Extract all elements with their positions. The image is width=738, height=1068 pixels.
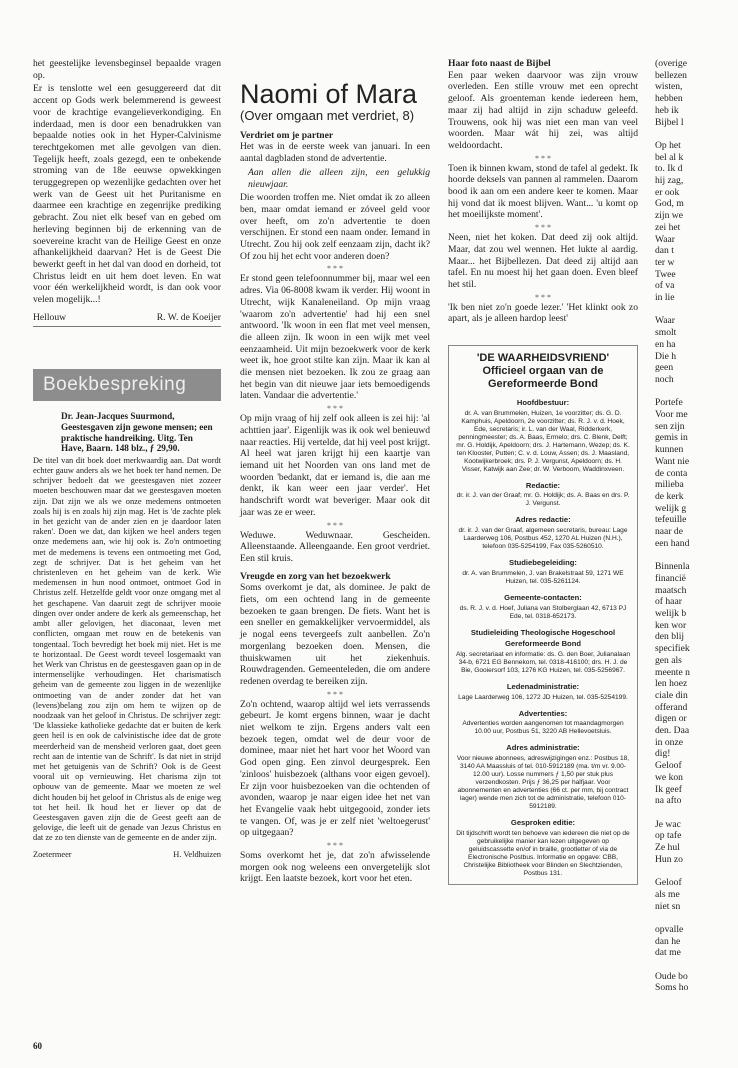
col4-line: dan t	[655, 245, 674, 257]
paragraph: Een paar weken daarvoor was zijn vrouw overleden. Een stille vrouw met een oprecht geloof. Als groenteman kende iedereen hem, maar zij had altijd in zijn schaduw geleefd. Trouwens, ook hij was niet een man van veel woorden. Maar wát hij zei, was altijd weldoordacht.	[448, 69, 638, 151]
colophon-section-head: Ledenadministratie:	[506, 681, 580, 691]
article-subtitle: (Over omgaan met verdriet, 8)	[240, 108, 415, 123]
separator-stars: * * *	[535, 292, 551, 302]
col4-line: offerand	[655, 701, 688, 713]
col4-line: maatsch	[655, 584, 687, 596]
col4-line	[655, 304, 738, 316]
colophon-section-head: Gemeente-contacten:	[504, 592, 582, 602]
review-heading: Dr. Jean-Jacques Suurmond, Geestesgaven zijn gewone mensen; een praktische handreiking. Uitg. Ten Have, Baarn. 148 blz., ƒ 29,90.	[61, 411, 213, 454]
col4-line: digen or	[655, 713, 687, 725]
col4-line: ter w	[655, 256, 675, 268]
col4-line: Hun zo	[655, 853, 683, 865]
col4-line: Waar	[655, 233, 675, 245]
col4-line: of haar	[655, 596, 682, 608]
review-signature	[33, 850, 221, 863]
col4-line: smolt	[655, 327, 677, 339]
col4-line: Op het	[655, 139, 681, 151]
col4-line: len hoez	[655, 678, 688, 690]
colophon-section-head: Studieleiding Theologische Hogeschool Gereformeerde Bond	[470, 627, 616, 649]
colophon-section-text: dr. ir. J. van der Graaf, algemeen secretaris, bureau: Lage Laarderweg 106, Postbus 452, 1270 AL Huizen (N.H.), telefoon 035-5254199, Fax 035-5260510.	[458, 527, 628, 551]
col1-paragraph: het geestelijke levensbeginsel bepaalde vragen op.	[33, 58, 221, 81]
colophon-section-head: Advertenties:	[518, 708, 568, 718]
col4-line: in lie	[655, 292, 675, 304]
column-4-cropped	[655, 58, 738, 994]
col4-line: de kerk	[655, 490, 684, 502]
col4-line: bel al k	[655, 151, 684, 163]
separator-stars: * * *	[327, 264, 343, 274]
col4-line: Oude bo	[655, 970, 688, 982]
col4-line: dat me	[655, 947, 681, 959]
col4-line: hebben	[655, 93, 683, 105]
page-number: 60	[33, 1041, 42, 1051]
col4-line: hij zag,	[655, 175, 684, 187]
paragraph: 'Ik ben niet zo'n goede lezer.' 'Het klinkt ook zo apart, als je alleen hardop leest'	[448, 301, 638, 325]
section-heading: Haar foto naast de Bijbel	[448, 58, 551, 69]
col4-line	[655, 549, 738, 561]
paragraph: Toen ik binnen kwam, stond de tafel al gedekt. Ik hoorde deksels van pannen al rammelen. Daarom bood ik aan om een andere keer te komen. Maar hij vond dat ik moest blijven. Want... 'u komt op het moeilijkste moment'.	[448, 162, 638, 221]
colophon-section-head: Redactie:	[525, 480, 561, 490]
col4-line: Binnenla	[655, 561, 690, 573]
section-heading: Verdriet om je partner	[240, 129, 334, 141]
colophon-sections	[454, 397, 632, 878]
col4-line: sen zijn	[655, 420, 685, 432]
col4-line: Je wac	[655, 818, 681, 830]
col4-line: meente n	[655, 666, 690, 678]
col1-signature	[33, 312, 221, 328]
col1-paragraph: Er is tenslotte wel een gesuggereerd dat dit accent op Gods werk belemmerend is geweest voor de krachtige evangelieverkondiging. En inderdaad, men is door een benadrukken van bepaalde noties ook in het Hyper-Calvinisme terechtgekomen met alle gevolgen van dien. Tegelijk heeft, zoals gezegd, een te onbekende stroming van de 18e eeuwse opwekkingen teruggegrepen op wezenlijke gedachten over het werk van de Geest uit het Puritanisme en daarmee een krachtige en zegenrijke prediking gebracht. Zou niet elk besef van en gebed om herleving beginnen bij de erkenning van de soevereine kracht van de Heilige Geest en onze afhankelijkheid daarvan? Het is de Geest Die bewerkt geeft in het dal van dood en dorheid, tot Christus leidt en uit hem doet leven. En wat voor één werkelijkheid wordt, is dan ook voor velen mogelijk...!	[33, 83, 221, 306]
col4-line: Geloof	[655, 877, 682, 889]
colophon-section-head: Adres administratie:	[506, 743, 580, 753]
colophon-section-text: dr. A. van Brummelen, Huizen, 1e voorzitter; ds. G. D. Kamphuis, Apeldoorn, 2e voorzitter; ds. R. J. v. d. Hoek, Ede, secretaris; ir. L. van der Waal, Ridderkerk, penningmeester; ds. A. Baas, Ermelo; drs. C. Blenk, Delft; mr. G. Holdijk, Apeldoorn; drs. J. Hartemann, Wezep; ds. K. ten Klooster, Putten; C. v. d. Louw, Assen; ds. J. Maasland, Kootwijkerbroek; drs. P. J. Vergunst, Apeldoorn; ds. H. Visser, Katwijk aan Zee; dr. W. Verboom, Waddinxveen.	[456, 409, 630, 473]
section-heading: Vreugde en zorg van het bezoekwerk	[240, 570, 391, 582]
col4-line: naar de	[655, 526, 683, 538]
colophon-section-head: Hoofdbestuur:	[516, 398, 570, 408]
column-2	[240, 78, 430, 887]
col4-line: bellezen	[655, 69, 687, 81]
col4-line: (overige	[655, 58, 687, 69]
col1-place: Hellouw	[33, 311, 67, 323]
col4-line: Ik geef	[655, 783, 682, 795]
col4-line: we kon	[655, 771, 683, 783]
col4-line: of va	[655, 280, 675, 292]
review-author: H. Veldhuizen	[173, 849, 221, 859]
col4-line: welijk b	[655, 607, 687, 619]
column-1	[33, 58, 221, 863]
col4-lines	[655, 58, 738, 994]
col4-line: welijk g	[655, 502, 687, 514]
colophon-section-text: Advertenties worden aangenomen tot maandagmorgen 10.00 uur, Postbus 51, 3220 AB Hellevoetsluis.	[462, 720, 624, 736]
col4-line: opvalle	[655, 923, 684, 935]
col4-line: Bijbel l	[655, 116, 684, 128]
col4-line: kunnen	[655, 444, 684, 456]
colophon-section-text: Voor nieuwe abonnees, adreswijzigingen enz.: Postbus 18, 3140 AA Maassluis of tel. 010-5912189 (ma. t/m vr. 9.00-12.00 uur). Losse nummers ƒ 1,50 per stuk plus verzendkosten. Prijs ƒ 36,25 per halfjaar. Voor abonnementen en advertenties (66 ct. per mm, bij contract lager) wende men zich tot de administratie, telefoon 010-5912189.	[456, 755, 630, 811]
col4-line: den blij	[655, 631, 685, 643]
col4-line: God, m	[655, 198, 684, 210]
col4-line: specifiek	[655, 643, 690, 655]
col4-line: na afto	[655, 795, 682, 807]
col4-line: er ook	[655, 186, 680, 198]
col4-line: wisten,	[655, 81, 683, 93]
paragraph: Het was in de eerste week van januari. In een aantal dagbladen stond de advertentie.	[240, 141, 430, 165]
col4-line: Geloof	[655, 760, 682, 772]
col4-line	[655, 386, 738, 398]
col4-line: gemis in	[655, 432, 688, 444]
col4-line: Waar	[655, 315, 675, 327]
colophon-section-text: Dit tijdschrift wordt ten behoeve van iedereen die niet op de gebruikelijke manier kan lezen uitgegeven op geluidscassette en/of in braille, grootletter of via de Electronische Postbus. Informatie en opgave: CBB, Christelijke Bibliotheek voor Blinden en Slechtzienden, Postbus 131.	[456, 829, 630, 877]
colophon-section-head: Gesproken editie:	[510, 818, 576, 828]
separator-stars: * * *	[327, 689, 343, 699]
column-3	[448, 58, 638, 885]
paragraph: Die woorden troffen me. Niet omdat ik zo alleen ben, maar omdat iemand er zóveel geld voor over heeft, om zo'n advertentie te doen verschijnen. Er stond een naam onder. Iemand in Utrecht. Zou hij ook zelf eenzaam zijn, dacht ik? Of zou hij het echt voor anderen doen?	[240, 192, 430, 262]
paragraph: Neen, niet het koken. Dat deed zij ook altijd. Maar, dat zou wel wennen. Het lukte al aardig. Maar... het Bijbellezen. Dat deed zij altijd aan tafel. En nu moest hij het gaan doen. Even bleef het stil.	[448, 232, 638, 290]
col4-line: zijn we	[655, 210, 683, 222]
colophon-subtitle: Officieel orgaan van de Gereformeerde Bond	[482, 365, 604, 391]
col4-line: in onze	[655, 736, 683, 748]
col4-line: den. Daa	[655, 725, 690, 737]
col4-line: heb ik	[655, 104, 679, 116]
col4-line: de conta	[655, 467, 688, 479]
col4-line: milieba	[655, 479, 684, 491]
col4-line: als me	[655, 888, 680, 900]
separator-stars: * * *	[327, 520, 343, 530]
col4-line: een hand	[655, 537, 690, 549]
paragraph: Zo'n ochtend, waarop altijd wel iets verrassends gebeurt. Je komt ergens binnen, waar je dacht niet welkom te zijn. Ergens anders valt een bezoek tegen, omdat wel de deur voor de dominee, maar niet het hart voor het Woord van God open ging. Een zinvol deurgesprek. Een 'zinloos' huisbezoek (althans voor eigen gevoel). Er zijn voor huisbezoeken van die ochtenden of avonden, waarop je naar eigen idee het net van het Evangelie vaak hebt uitgegooid, zonder iets te vangen. Of, was je er zelf niet 'weltoegerust' op uitgegaan?	[240, 698, 430, 839]
colophon-title: 'DE WAARHEIDSVRIEND'	[476, 352, 610, 365]
article-title: Naomi of Mara	[240, 79, 418, 109]
col4-line: Die h	[655, 350, 677, 362]
col4-line: dan he	[655, 935, 681, 947]
review-body: De titel van dit boek doet merkwaardig aan. Dat wordt echter gauw anders als we het boek ter hand nemen. De schrijver bedoelt dat we geestesgaven niet zozeer moeten beschouwen maar dat we geestesgaven moeten zijn. Dat zijn we als we onze medemens ontmoeten zoals hij is en zoals hij zijn mag. Het is 'de zachte plek in het gezicht van de ander zien en je daardoor laten raken'. Doen we dat, dan kijken we heel anders tegen onze medemens aan, wie hij ook is. Zo'n ontmoeting met de medemens is tevens een ontmoeting met God, zegt de schrijver. Dat is het geheim van het christenleven en het geheim van de kerk. Wie medemensen in hun nood ontmoet, ontmoet God in Christus zelf. Hetzelfde geldt voor onze omgang met al het geschapene. Van daaruit zegt de schrijver mooie dingen over onder andere de kerk als gemeenschap, het ambt aller gelovigen, het diaconaat, leven met conflicten, omgaan met rouw en de betekenis van tongentaal. Toch bevredigt het boek mij niet. Het is me te horizontaal. De Geest wordt teveel losgemaakt van het Werk van Christus en de geestesgaven gaan op in de intermenselijke verhoudingen. Het charismatisch geheim van de gemeente zou liggen in de wezenlijke ontmoeting van de ander zonder dat het van (levens)belang zou zijn om hem te wijzen op de noodzaak van het geloof in Christus. De schrijver zegt: 'De klassieke katholieke gedachte dat er buiten de kerk geen heil is en ook de calvinistische idee dat de grote meerderheid van de mensheid verloren gaat, doet geen recht aan de intentie van de Schrift'. Is dat niet in strijd met het getuigenis van de Schrift? Ook is de Geest vooral uit op vernieuwing. Het charisma zijn tot opbouw van de gemeente. Maar we moeten ze wel dicht houden bij het geloof in Christus als de enige weg tot het heil. Ik houd het er liever op dat de Geestesgaven gaven zijn die de Geest geeft aan de gelovige, die leeft uit de genade van Jezus Christus en dat ze zo ten dienste van de gemeente en de ander zijn.	[33, 455, 221, 843]
col4-line: Portefe	[655, 397, 683, 409]
colophon-section-head: Adres redactie:	[515, 515, 571, 525]
col4-line: ciale din	[655, 689, 688, 701]
paragraph: Soms overkomt je dat, als dominee. Je pakt de fiets, om een ochtend lang in de gemeente bezoeken te gaan brengen. De fiets. Want het is een sneller en gemakkelijker vervoermiddel, als je nogal eens tevergeefs zult aanbellen. Zo'n morgenlang bezoeken doen. Mensen, die thuiskwamen uit het ziekenhuis. Rouwdragenden. Gemeenteleden, die om andere redenen overdag te bereiken zijn.	[240, 582, 430, 687]
colophon-section-text: Alg. secretariaat en informatie: ds. G. den Boer, Julianalaan 34-b, 6721 EG Bennekom, tel. 0318-416100; drs. H. J. de Bie, Gooiersorf 103, 1276 KG Huizen, tel. 035-5256967.	[455, 650, 631, 674]
col4-line: geen	[655, 362, 674, 374]
paragraph: Soms overkomt het je, dat zo'n afwisselende morgen ook nog weleens een onvergetelijk slot krijgt. Een laatste bezoek, kort voor het eten.	[240, 850, 430, 885]
colophon-section-head: Studiebegeleiding:	[509, 558, 577, 568]
colophon-box	[448, 345, 638, 885]
col1-author: R. W. de Koeijer	[156, 311, 221, 323]
col4-line	[655, 912, 738, 924]
quote: Aan allen die alleen zijn, een gelukkig nieuwjaar.	[248, 166, 430, 190]
col4-line	[655, 128, 738, 140]
col4-line	[655, 807, 738, 819]
col4-line: to. Ik d	[655, 163, 683, 175]
col4-line: Ze hul	[655, 842, 680, 854]
col4-line: ken wor	[655, 619, 687, 631]
col4-line: en ha	[655, 338, 676, 350]
col4-line: noch	[655, 373, 674, 385]
col4-line: gen als	[655, 654, 682, 666]
colophon-section-text: Lage Laarderweg 106, 1272 JD Huizen, tel. 035-5254199.	[458, 693, 628, 701]
col4-line: Want nie	[655, 455, 690, 467]
col4-line: zei het	[655, 221, 681, 233]
review-place: Zoetermeer	[33, 849, 72, 859]
boekbespreking-banner: Boekbespreking	[33, 369, 221, 401]
col4-line: dig!	[655, 748, 671, 760]
paragraph: Er stond geen telefoonnummer bij, maar wel een adres. Via 06-8008 kwam ik verder. Hij woont in Utrecht, wijk Kanaleneiland. Op mijn vraag 'waarom zo'n advertentie' had hij een snel antwoord. 'Ik woon in een flat met veel mensen, die alleen zijn. Ik woon in een wijk met veel eenzaamheid. Uit mijn bezoekwerk voor de kerk weet ik, hoe groot stilte kan zijn. Maar ik kan al die mensen niet bezoeken. Ik zou ze graag aan het begin van dit nieuwe jaar iets bemoedigends laten. Vandaar die advertentie.'	[240, 273, 430, 402]
paragraph: Weduwe. Weduwnaar. Gescheiden. Alleenstaande. Alleengaande. Een groot verdriet. Een stil kruis.	[240, 529, 430, 564]
colophon-section-text: ds. R. J. v. d. Hoef, Juliana van Stolberglaan 42, 6713 PJ Ede, tel. 0318-652173.	[459, 604, 627, 620]
separator-stars: * * *	[327, 404, 343, 414]
col4-line	[655, 865, 738, 877]
col4-line: financië	[655, 572, 686, 584]
colophon-section-text: dr. ir. J. van der Graaf; mr. G. Holdijk; ds. A. Baas en drs. P. J. Vergunst.	[456, 492, 630, 508]
separator-stars: * * *	[327, 841, 343, 851]
col4-line	[655, 959, 738, 971]
separator-stars: * * *	[535, 153, 551, 163]
col4-line: tefeuille	[655, 514, 687, 526]
colophon-section-text: dr. A. van Brummelen, J. van Brakelstraat 59, 1271 WE Huizen, tel. 035-5261124.	[462, 569, 624, 585]
col4-line: Voor me	[655, 409, 688, 421]
col4-line: Soms ho	[655, 982, 689, 994]
col4-line: Twee	[655, 268, 676, 280]
col4-line: niet sn	[655, 900, 681, 912]
separator-stars: * * *	[535, 223, 551, 233]
paragraph: Op mijn vraag of hij zelf ook alleen is zei hij: 'al achttien jaar'. Eigenlijk was ik ook wel benieuwd naar reacties. Hij vertelde, dat hij veel post krijgt. Al heel wat jaren krijgt hij een kaartje van iemand uit het Noorden van ons land met de woorden 'bedankt, dat er iemand is, die aan me denkt, ik kan weer een jaar verder'. Het handschrift wordt wat beveriger. Maar ook dit jaar was ze er weer.	[240, 413, 430, 518]
col4-line: op tafe	[655, 830, 682, 842]
